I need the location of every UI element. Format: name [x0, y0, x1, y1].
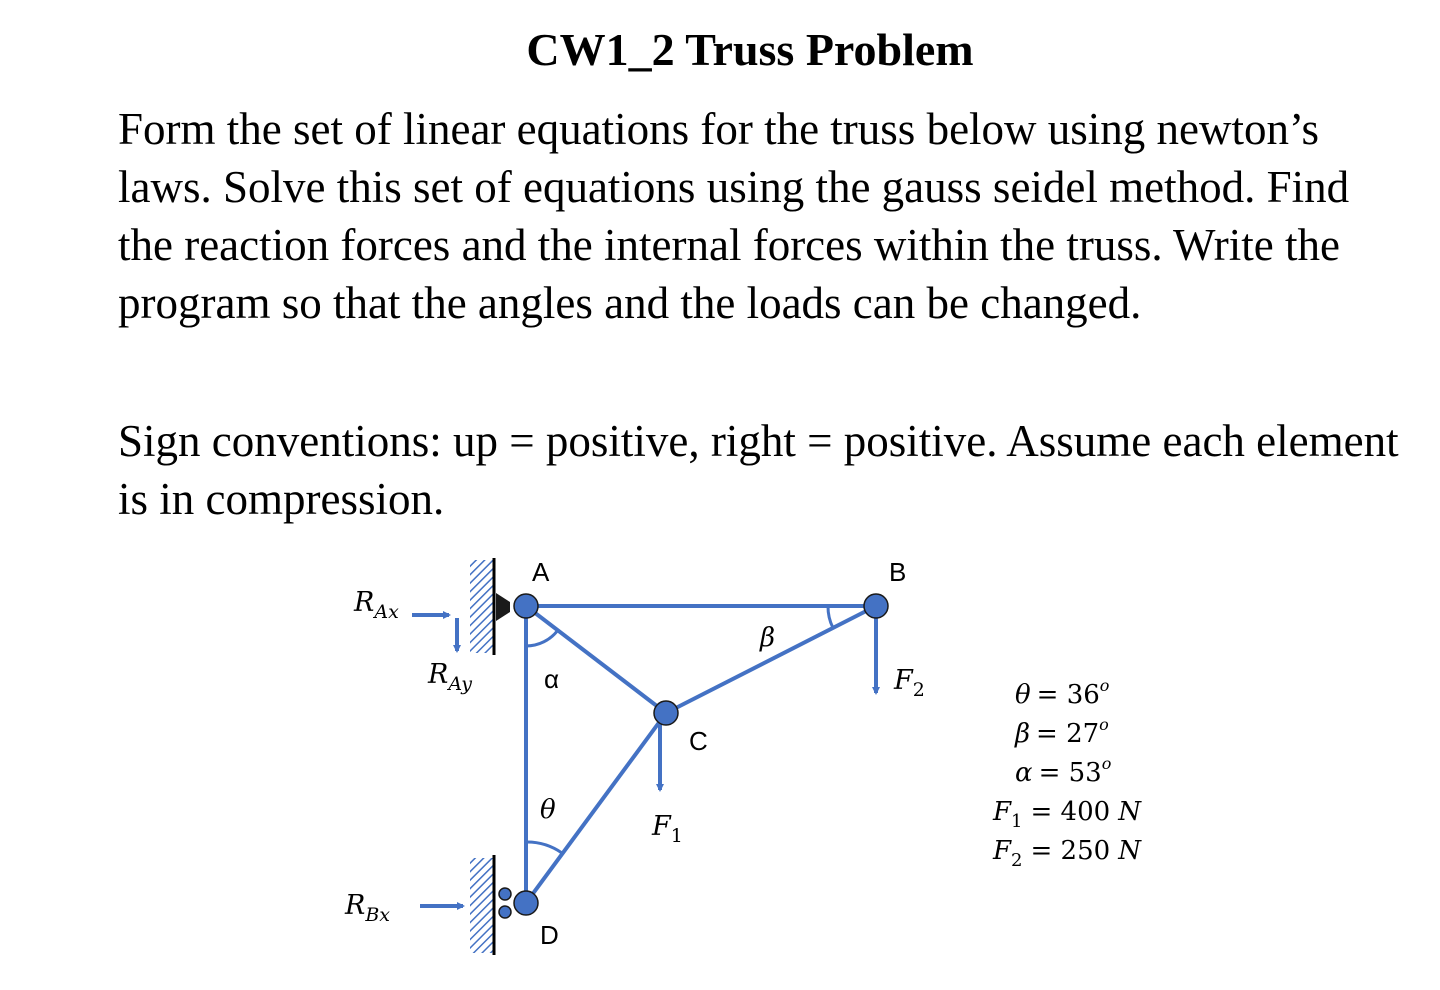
parameter-beta: $\beta = 27^o$ [1015, 715, 1109, 749]
angle-label-alpha: α [544, 664, 560, 694]
problem-instructions: Form the set of linear equations for the truss below using newton’s laws. Solve this set of equations using the gauss seidel method. Find the reaction forces and the internal forces within the truss. Write the program so that the angles and the loads can be changed. [118, 104, 1350, 328]
force-label-F1: $F_1$ [652, 811, 683, 847]
angle-arc-alpha [526, 630, 558, 646]
parameter-theta: $\theta = 36^o$ [1015, 676, 1110, 710]
wall-support-top [470, 558, 494, 655]
angle-arc-theta [526, 842, 562, 853]
force-label-RAy: $R_{Ay}$ [428, 659, 473, 695]
force-label-RBx: $R_{Bx}$ [345, 890, 391, 926]
roller-support-icon [499, 888, 511, 918]
node-B [864, 594, 888, 618]
angle-arc-beta [828, 606, 833, 628]
parameter-alpha: $\alpha = 53^o$ [1015, 754, 1112, 788]
member-AC [526, 606, 666, 713]
parameter-list [992, 676, 1142, 871]
wall-support-bottom [470, 855, 494, 955]
force-label-F2: $F_2$ [894, 665, 925, 701]
node-label-D: D [540, 920, 559, 950]
pin-support-icon [496, 593, 510, 621]
node-D [514, 891, 538, 915]
node-label-B: B [889, 557, 907, 587]
angle-label-beta: β [760, 623, 776, 653]
page-title: CW1_2 Truss Problem [526, 24, 974, 75]
node-A [514, 594, 538, 618]
sign-conventions: Sign conventions: up = positive, right = positive. Assume each element is in compression. [118, 416, 1399, 524]
node-label-A: A [532, 557, 550, 587]
angle-label-theta: θ [540, 795, 556, 825]
node-C [654, 701, 678, 725]
node-label-C: C [689, 726, 708, 756]
force-label-RAx: $R_{Ax}$ [354, 587, 399, 623]
parameter-F2: $F_2 = 250$ N [993, 836, 1141, 871]
parameter-F1: $F_1 = 400$ N [993, 797, 1141, 832]
